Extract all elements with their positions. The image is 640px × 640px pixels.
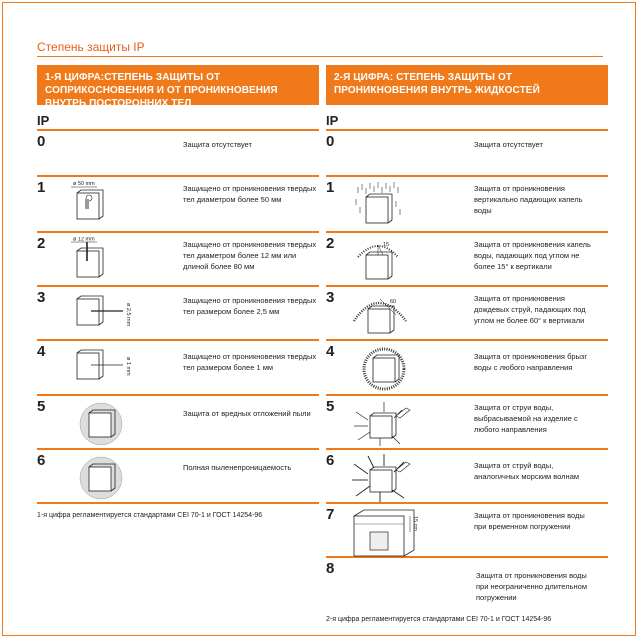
ip-digit: 3 <box>326 289 335 306</box>
ip-digit: 5 <box>37 398 46 415</box>
angle-label: 60 <box>390 299 397 305</box>
ip-digit: 4 <box>326 343 335 360</box>
ip-row-4 <box>326 341 608 396</box>
ip-description: Защищено от проникновения твердых тел размером более 1 мм <box>183 352 317 372</box>
ip-digit: 0 <box>37 133 46 150</box>
ip-digit: 3 <box>37 289 46 306</box>
ip-row-1 <box>326 177 608 233</box>
ip-digit: 2 <box>37 235 46 252</box>
dimension-label: ø 2,5 mm <box>125 303 131 327</box>
ip-description: Защита от проникновения брызг воды с любого направления <box>474 352 588 372</box>
ip-row-4 <box>37 341 319 396</box>
splashing-water-icon <box>350 345 430 393</box>
ip-description: Защищено от проникновения твердых тел диаметром более 12 мм или длиной более 80 мм <box>183 240 317 271</box>
ip-description: Защита от струи воды, выбрасываемой на изделие с любого направления <box>474 403 578 434</box>
ip-row-5 <box>326 396 608 450</box>
ip-description: Защита от струй воды, аналогичных морским волнам <box>474 461 580 481</box>
ip-description: Защита от проникновения дождевых струй, падающих под углом не более 60° к вертикали <box>474 294 586 325</box>
second-digit-header: 2-Я ЦИФРА: СТЕПЕНЬ ЗАЩИТЫ ОТ ПРОНИКНОВЕНИЯ ВНУТРЬ ЖИДКОСТЕЙ <box>326 65 608 105</box>
ip-description: Защита от проникновения вертикально падающих капель воды <box>474 184 583 215</box>
ip-row-3 <box>326 287 608 341</box>
ip-digit: 8 <box>326 560 335 577</box>
ip-digit: 5 <box>326 398 335 415</box>
ip-description: Защита от проникновения воды при неограниченно длительном погружении <box>476 571 587 602</box>
solid-50mm-icon <box>61 181 141 229</box>
ip-digit: 7 <box>326 506 335 523</box>
ip-description: Защищено от проникновения твердых тел диаметром более 50 мм <box>183 184 317 204</box>
ip-row-0 <box>326 131 608 177</box>
ip-digit: 1 <box>326 179 335 196</box>
angle-label: 15 <box>383 242 390 248</box>
ip-row-1 <box>37 177 319 233</box>
ip-row-2 <box>37 233 319 287</box>
ip-description: Защита от проникновения воды при временном погружении <box>474 511 585 531</box>
ip-description: Защищено от проникновения твердых тел размером более 2,5 мм <box>183 296 317 316</box>
dust-tight-icon <box>61 454 141 502</box>
ip-digit: 6 <box>37 452 46 469</box>
solid-12mm-icon <box>61 237 141 285</box>
water-jets-icon <box>350 400 430 448</box>
ip-digit: 1 <box>37 179 46 196</box>
ip-description: Защита от вредных отложений пыли <box>183 409 311 418</box>
vertical-drops-icon <box>350 181 430 229</box>
ip-description: Защита отсутствует <box>183 140 252 149</box>
solid-2-5mm-icon <box>61 291 141 337</box>
ip-label: IP <box>37 113 50 128</box>
ip-description: Защита от проникновения капель воды, падающих под углом не более 15° к вертикали <box>474 240 591 271</box>
first-digit-column <box>37 65 319 519</box>
title-divider <box>37 56 603 57</box>
page-title: Степень защиты IP <box>37 40 145 54</box>
ip-row-5 <box>37 396 319 450</box>
depth-label: 15 cm <box>412 516 418 531</box>
ip-row-6 <box>37 450 319 504</box>
ip-description: Полная пыленепроницаемость <box>183 463 292 472</box>
heavy-seas-icon <box>350 454 430 502</box>
ip-row-2 <box>326 233 608 287</box>
ip-digit: 6 <box>326 452 335 469</box>
dimension-label: ø 12 mm <box>73 237 95 243</box>
ip-label: IP <box>326 113 339 128</box>
standards-note: 1-я цифра регламентируется стандартами CEI 70-1 и ГОСТ 14254-96 <box>37 512 263 519</box>
ip-row-0 <box>37 131 319 177</box>
temporary-immersion-icon <box>350 508 430 558</box>
dimension-label: ø 1 mm <box>125 357 131 376</box>
ip-digit: 0 <box>326 133 335 150</box>
angled-drops-15-icon <box>350 237 430 285</box>
ip-row-6 <box>326 450 608 504</box>
first-digit-header: 1-Я ЦИФРА:СТЕПЕНЬ ЗАЩИТЫ ОТ СОПРИКОСНОВЕНИЯ И ОТ ПРОНИКНОВЕНИЯ ВНУТРЬ ПОСТОРОННИХ ТЕЛ <box>37 65 319 105</box>
ip-digit: 4 <box>37 343 46 360</box>
solid-1mm-icon <box>61 345 141 391</box>
ip-row-8 <box>326 558 608 614</box>
standards-note: 2-я цифра регламентируется стандартами CEI 70-1 и ГОСТ 14254-96 <box>326 616 552 623</box>
ip-description: Защита отсутствует <box>474 140 543 149</box>
ip-row-3 <box>37 287 319 341</box>
spraying-water-60-icon <box>350 291 430 339</box>
second-digit-column <box>326 65 608 623</box>
ip-digit: 2 <box>326 235 335 252</box>
dimension-label: ø 50 mm <box>73 181 95 187</box>
ip-row-7 <box>326 504 608 558</box>
dust-protected-icon <box>61 400 141 448</box>
